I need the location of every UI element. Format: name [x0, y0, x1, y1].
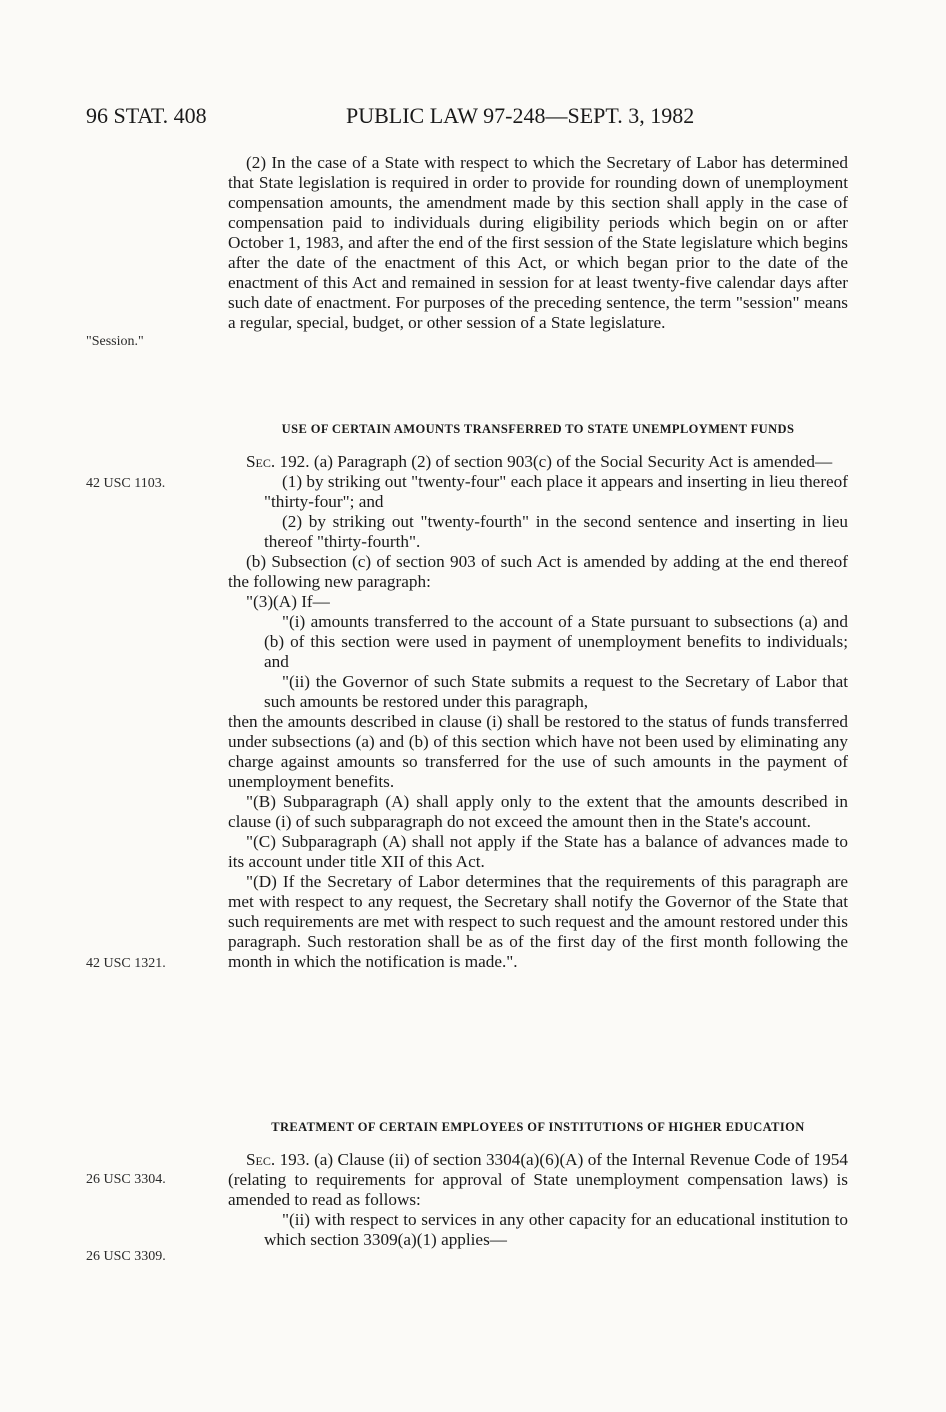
margin-note-42-usc-1103: 42 USC 1103. — [86, 476, 166, 491]
paragraph-text: (a) Paragraph (2) of section 903(c) of the Social Security Act is amended— — [313, 452, 833, 471]
section-192 — [228, 420, 848, 972]
section-193-a-intro — [228, 1150, 848, 1210]
then-clause: then the amounts described in clause (i) shall be restored to the status of funds transferred under subsections (a) and (b) of this section which have not been used by eliminating any charge against amounts so transferred for the use of such amounts in the payment of unemployment benefits. — [228, 712, 848, 791]
public-law-title: PUBLIC LAW 97-248—SEPT. 3, 1982 — [346, 103, 695, 128]
paragraph: (2) In the case of a State with respect to which the Secretary of Labor has determined that State legislation is required in order to provide for rounding down of unemployment compensation amounts, the amendment made by this section shall apply in the case of compensation paid to individuals during eligibility periods which begin on or after October 1, 1983, and after the end of the first session of the State legislature which begins after the date of the enactment of this Act, or which began prior to the date of the enactment of this Act and remained in session for at least twenty-five calendar days after such date of enactment. For purposes of the preceding sentence, the term "session" means a regular, special, budget, or other session of a State legislature. — [228, 153, 848, 332]
paragraph-3a: "(3)(A) If— — [246, 592, 330, 611]
margin-note-42-usc-1321: 42 USC 1321. — [86, 956, 166, 971]
section-192-b-intro: (b) Subsection (c) of section 903 of such Act is amended by adding at the end thereof the following new paragraph: — [228, 552, 848, 591]
subparagraph-d: "(D) If the Secretary of Labor determines that the requirements of this paragraph are met with respect to any request, the Secretary shall notify the Governor of the State that such requirements are met with respect to such request and the amount restored under this paragraph. Such restoration shall be as of the first day of the first month following the month in which the notification is made.". — [228, 872, 848, 971]
section-193-heading: TREATMENT OF CERTAIN EMPLOYEES OF INSTITUTIONS OF HIGHER EDUCATION — [271, 1120, 805, 1134]
amendment-1: (1) by striking out "twenty-four" each place it appears and inserting in lieu thereof "thirty-four"; and — [264, 472, 848, 511]
paragraph-text: (a) Clause (ii) of section 3304(a)(6)(A) of the Internal Revenue Code of 1954 (relating to requirements for approval of State unemployment compensation laws) is amended to read as follows: — [228, 1150, 848, 1209]
stat-page-number: 96 STAT. 408 — [86, 103, 207, 128]
section-192-a-intro — [228, 452, 848, 472]
clause-ii-block — [228, 1210, 848, 1250]
page-header — [86, 103, 866, 133]
section-192-heading: USE OF CERTAIN AMOUNTS TRANSFERRED TO STATE UNEMPLOYMENT FUNDS — [281, 422, 795, 436]
clause-ii: "(ii) the Governor of such State submits a request to the Secretary of Labor that such amounts be restored under this paragraph, — [264, 672, 848, 711]
section-191-paragraph-2 — [228, 153, 848, 333]
section-label: Sec. 192. — [246, 452, 310, 471]
clauses-list — [228, 612, 848, 712]
clause-ii: "(ii) with respect to services in any other capacity for an educational institution to which section 3309(a)(1) applies— — [264, 1210, 848, 1249]
margin-note-26-usc-3309: 26 USC 3309. — [86, 1249, 166, 1264]
amendment-2: (2) by striking out "twenty-fourth" in the second sentence and inserting in lieu thereof "thirty-fourth". — [264, 512, 848, 551]
section-label: Sec. 193. — [246, 1150, 310, 1169]
amendments-list — [228, 472, 848, 552]
subparagraph-b: "(B) Subparagraph (A) shall apply only to the extent that the amounts described in clause (i) of such subparagraph do not exceed the amount then in the State's account. — [228, 792, 848, 831]
subparagraph-c: "(C) Subparagraph (A) shall not apply if the State has a balance of advances made to its account under title XII of this Act. — [228, 832, 848, 871]
margin-note-26-usc-3304: 26 USC 3304. — [86, 1172, 166, 1187]
clause-i: "(i) amounts transferred to the account of a State pursuant to subsections (a) and (b) of this section were used in payment of unemployment benefits to individuals; and — [264, 612, 848, 671]
section-193 — [228, 1118, 848, 1250]
margin-note-session: "Session." — [86, 334, 144, 349]
